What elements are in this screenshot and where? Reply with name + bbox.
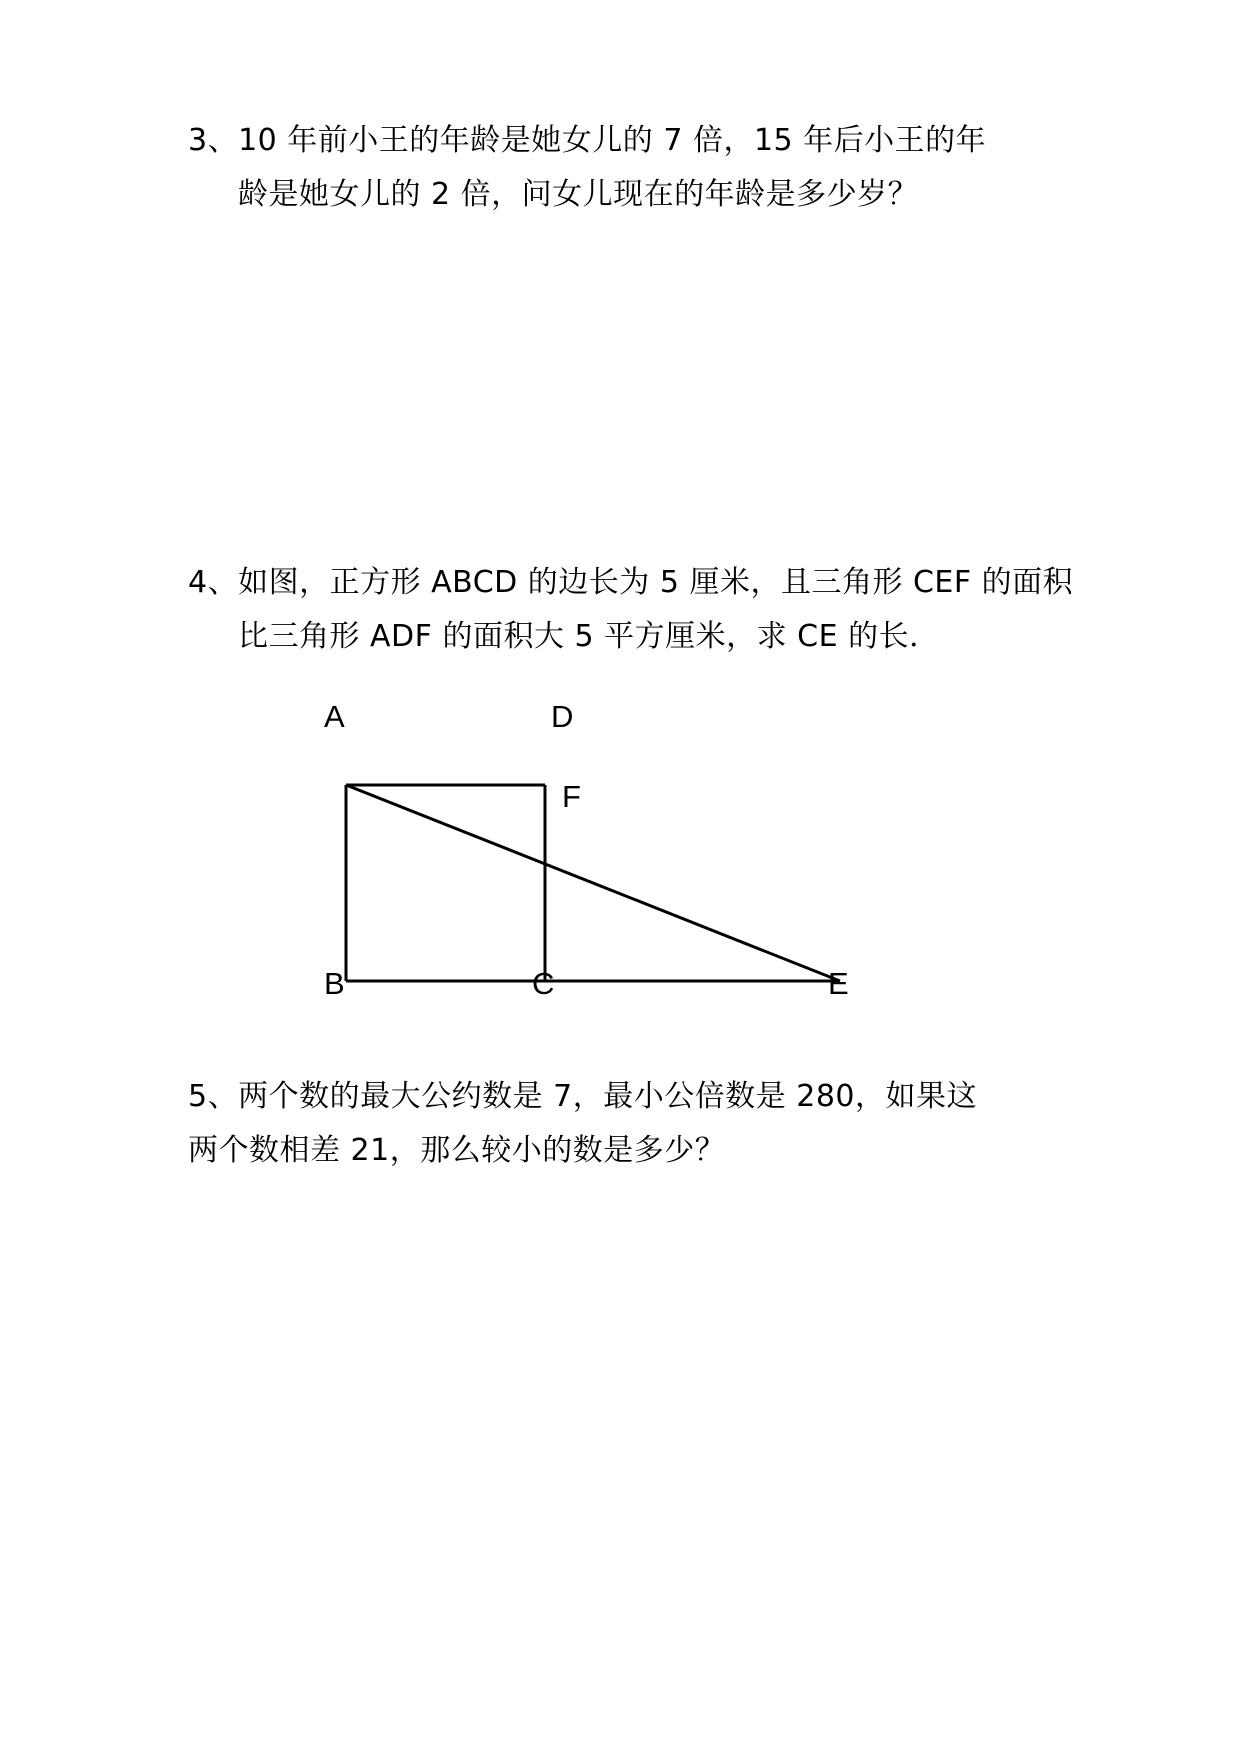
question-3-line-2: 龄是她女儿的 2 倍，问女儿现在的年龄是多少岁？ (238, 177, 919, 212)
question-3-line-1: 3、10 年前小王的年龄是她女儿的 7 倍，15 年后小王的年 (188, 123, 987, 158)
segment-AE (346, 785, 840, 981)
label-E: E (828, 966, 849, 1000)
label-C: C (532, 966, 555, 1000)
label-B: B (324, 966, 345, 1000)
question-4 (188, 556, 1074, 664)
label-F: F (562, 779, 581, 814)
question-5-line-2: 两个数相差 21，那么较小的数是多少？ (188, 1133, 726, 1168)
question-3 (188, 114, 1068, 222)
label-D: D (551, 699, 574, 734)
geometry-figure (300, 680, 900, 1000)
label-A: A (324, 699, 345, 734)
square-triangle-diagram (300, 680, 900, 1000)
question-5-line-1: 5、两个数的最大公约数是 7，最小公倍数是 280，如果这 (188, 1079, 978, 1114)
question-4-line-1: 4、如图，正方形 ABCD 的边长为 5 厘米，且三角形 CEF 的面积 (188, 565, 1074, 600)
question-4-line-2: 比三角形 ADF 的面积大 5 平方厘米，求 CE 的长． (238, 619, 940, 654)
question-5 (188, 1070, 1068, 1178)
